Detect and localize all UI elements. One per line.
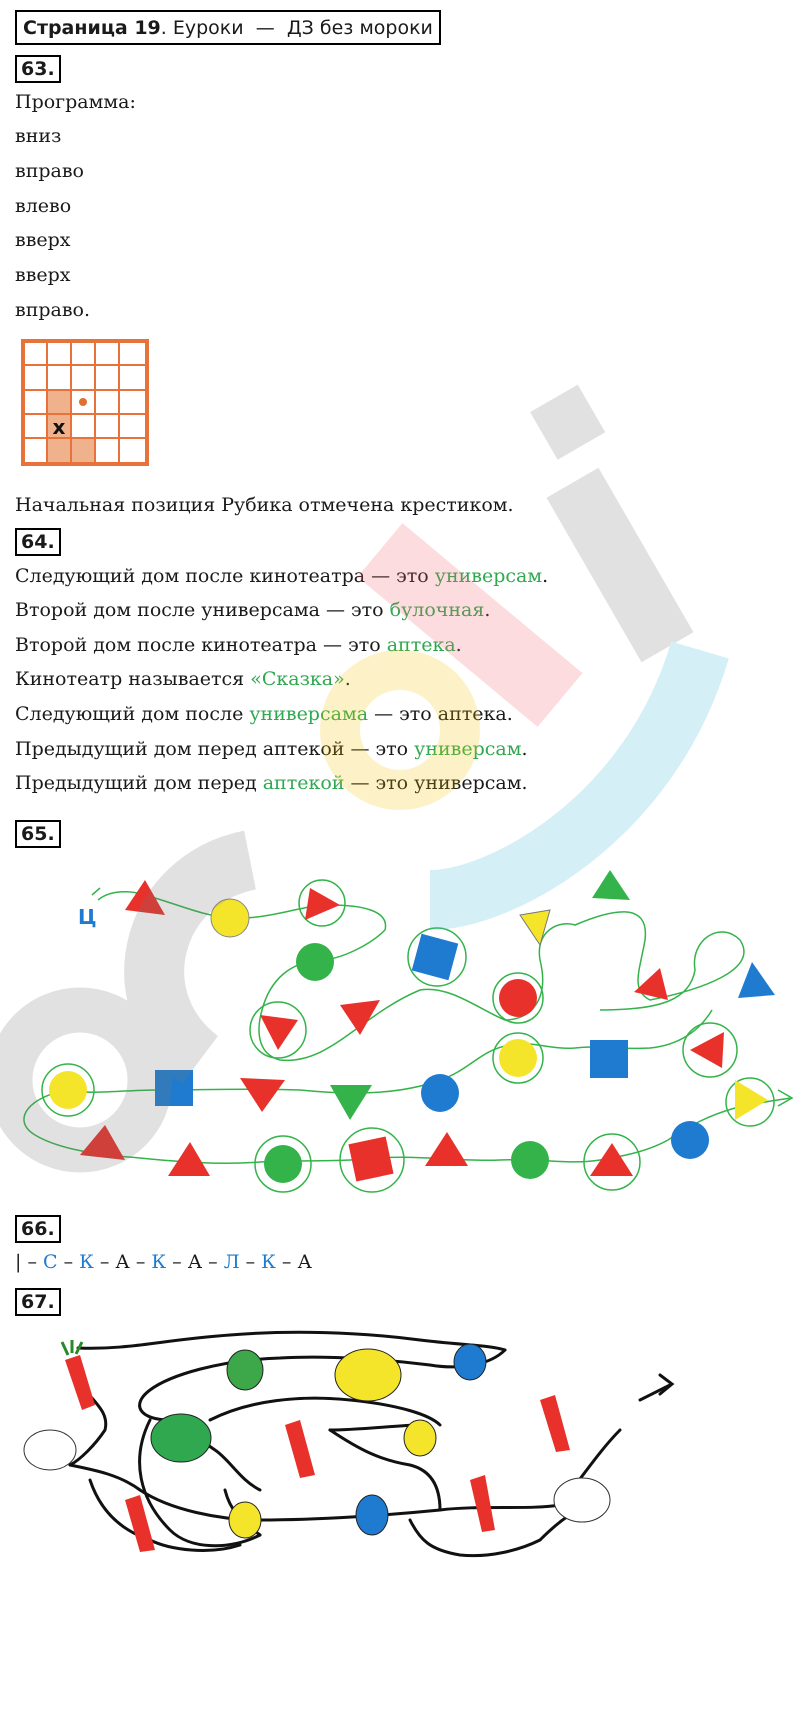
answer-line: Следующий дом после универсама — это аптека. (15, 703, 513, 725)
page-header (15, 10, 441, 45)
answer-line: Кинотеатр называется «Сказка». (15, 668, 351, 690)
grid-start-mark: x (52, 415, 66, 439)
page-label: Страница 19 (23, 16, 161, 39)
program-step: вверх (15, 229, 71, 251)
answer-line: Второй дом после универсама — это булочная. (15, 599, 491, 621)
carrot-icon (62, 1340, 95, 1410)
letter-sequence: | – С – К – А – К – А – Л – К – А (15, 1251, 312, 1273)
program-step: вверх (15, 264, 71, 286)
program-step: вправо. (15, 299, 91, 321)
program-title: Программа: (15, 91, 136, 113)
exercise-number-65: 65. (15, 820, 61, 848)
start-label: Ц (78, 905, 97, 929)
program-step: вниз (15, 125, 62, 147)
answer-line: Предыдущий дом перед аптекой — это универсам. (15, 772, 528, 794)
site-name: Еуроки (172, 16, 244, 39)
program-step: вправо (15, 160, 84, 182)
header-dash: — (255, 16, 275, 39)
exercise-number-63: 63. (15, 55, 61, 83)
site-tagline: ДЗ без мороки (286, 16, 433, 39)
start-position-note: Начальная позиция Рубика отмечена крестиком. (15, 494, 514, 516)
exercise-number-66: 66. (15, 1215, 61, 1243)
path-grid (20, 338, 152, 468)
vegetables-path-illustration (0, 1320, 807, 1709)
exercise-number-67: 67. (15, 1288, 61, 1316)
answer-line: Предыдущий дом перед аптекой — это универсам. (15, 738, 528, 760)
exercise-number-64: 64. (15, 528, 61, 556)
answer-line: Следующий дом после кинотеатра — это универсам. (15, 565, 549, 587)
program-step: влево (15, 195, 72, 217)
answer-line: Второй дом после кинотеатра — это аптека. (15, 634, 462, 656)
shapes-path-illustration (0, 850, 807, 1210)
header-dot: . (160, 16, 173, 39)
